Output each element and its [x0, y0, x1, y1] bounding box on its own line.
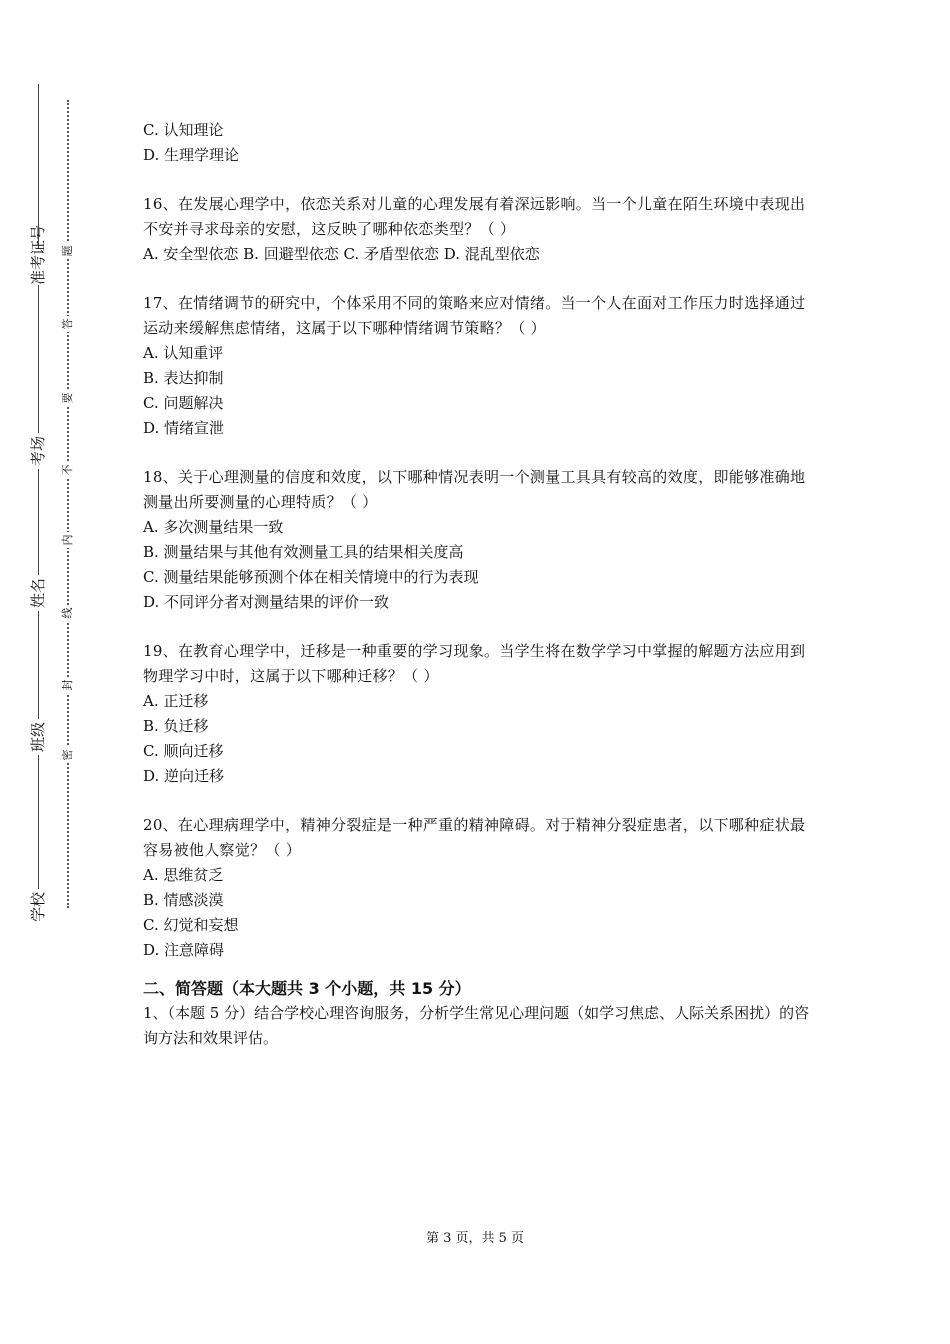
page-footer: 第 3 页，共 5 页 — [425, 1231, 525, 1246]
option-d: D. 不同评分者对测量结果的评价一致 — [143, 593, 390, 611]
binding-margin — [0, 0, 110, 1344]
seal-char-xian: 线 — [61, 605, 75, 621]
question-stem: 20、在心理病理学中，精神分裂症是一种严重的精神障碍。对于精神分裂症患者，以下哪种症状最容易被他人察觉？（ ） — [143, 816, 806, 859]
option-b: B. 表达抑制 — [143, 369, 224, 387]
question-stem: 16、在发展心理学中，依恋关系对儿童的心理发展有着深远影响。当一个儿童在陌生环境中表现出不安并寻求母亲的安慰，这反映了哪种依恋类型？（ ） — [143, 195, 806, 238]
binding-solid-line — [38, 84, 39, 914]
question-17 — [143, 291, 813, 441]
question-stem: 19、在教育心理学中，迁移是一种重要的学习现象。当学生将在数学学习中掌握的解题方法应用到物理学习中时，这属于以下哪种迁移？（ ） — [143, 642, 806, 685]
seal-char-da: 答 — [61, 316, 75, 332]
seal-dotted-line — [67, 100, 69, 908]
option-b: B. 情感淡漠 — [143, 891, 224, 909]
seal-char-feng: 封 — [61, 677, 75, 693]
question-19 — [143, 639, 813, 789]
question-18 — [143, 465, 813, 615]
question-20 — [143, 813, 813, 963]
options-inline: A. 安全型依恋 B. 回避型依恋 C. 矛盾型依恋 D. 混乱型依恋 — [143, 245, 540, 263]
option-a: A. 思维贫乏 — [143, 866, 224, 884]
option-a: A. 多次测量结果一致 — [143, 518, 284, 536]
name-label: 姓名 — [29, 575, 47, 611]
option-c: C. 认知理论 — [143, 121, 224, 139]
option-c: C. 问题解决 — [143, 394, 224, 412]
exam-number-label: 准考证号 — [29, 224, 47, 285]
option-d: D. 情绪宣泄 — [143, 419, 225, 437]
question-stem: 18、关于心理测量的信度和效度，以下哪种情况表明一个测量工具具有较高的效度，即能够准确地测量出所要测量的心理特质？（ ） — [143, 468, 806, 511]
option-c: C. 测量结果能够预测个体在相关情境中的行为表现 — [143, 568, 479, 586]
seal-char-ti: 题 — [61, 243, 75, 259]
option-c: C. 幻觉和妄想 — [143, 916, 239, 934]
section-short-answer — [143, 977, 813, 1051]
section-heading: 二、简答题（本大题共 3 个小题，共 15 分） — [143, 979, 471, 998]
seal-char-bu: 不 — [61, 462, 75, 478]
exam-content — [143, 118, 813, 1051]
option-a: A. 正迁移 — [143, 692, 209, 710]
option-b: B. 测量结果与其他有效测量工具的结果相关度高 — [143, 543, 464, 561]
option-d: D. 生理学理论 — [143, 146, 240, 164]
question-15-continued — [143, 118, 813, 168]
option-d: D. 逆向迁移 — [143, 767, 225, 785]
seal-char-nei: 内 — [61, 532, 75, 548]
option-a: A. 认知重评 — [143, 344, 224, 362]
exam-room-label: 考场 — [29, 433, 47, 469]
seal-char-mi: 密 — [61, 747, 75, 763]
question-stem: 17、在情绪调节的研究中，个体采用不同的策略来应对情绪。当一个人在面对工作压力时选择通过运动来缓解焦虑情绪，这属于以下哪种情绪调节策略？（ ） — [143, 294, 806, 337]
question-16 — [143, 192, 813, 267]
class-label: 班级 — [29, 719, 47, 755]
option-d: D. 注意障碍 — [143, 941, 225, 959]
short-answer-question-1: 1、（本题 5 分）结合学校心理咨询服务，分析学生常见心理问题（如学习焦虑、人际关系困扰）的咨询方法和效果评估。 — [143, 1004, 810, 1047]
option-c: C. 顺向迁移 — [143, 742, 224, 760]
option-b: B. 负迁移 — [143, 717, 209, 735]
seal-char-yao: 要 — [61, 390, 75, 406]
school-label: 学校 — [29, 889, 47, 925]
